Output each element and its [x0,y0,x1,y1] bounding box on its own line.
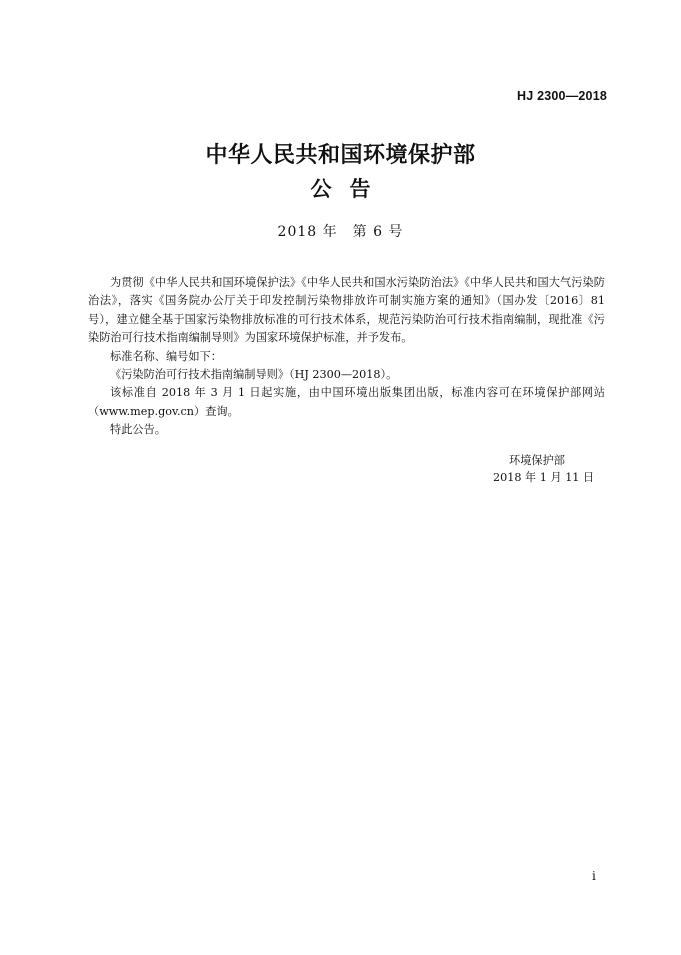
body-paragraph: 《污染防治可行技术指南编制导则》（HJ 2300—2018）。 [110,368,398,382]
body-paragraph: 为贯彻《中华人民共和国环境保护法》《中华人民共和国水污染防治法》《中华人民共和国大气污染防治法》，落实《国务院办公厅关于印发控制污染物排放许可制实施方案的通知》（国办发〔2016〕81 号），建立健全基于国家污染物排放标准的可行技术体系，规范污染防治可行技术指南编制，现批准《污染防治可行技术指南编制导则》为国家环境保护标准，并予发布。 [88,276,605,345]
body-paragraph: 标准名称、编号如下： [110,349,222,363]
notice-title: 公告 [310,176,389,201]
standard-code: HJ 2300—2018 [517,89,607,103]
issue-number: 2018 年 第 6 号 [277,224,404,240]
organization-title: 中华人民共和国环境保护部 [205,142,476,168]
page-number: i [592,869,596,883]
notice-body [88,274,605,440]
signature-organization: 环境保护部 [509,454,565,467]
body-paragraph: 特此公告。 [110,423,166,437]
signature-date: 2018 年 1 月 11 日 [493,471,595,484]
body-paragraph: 该标准自 2018 年 3 月 1 日起实施，由中国环境出版集团出版，标准内容可在环境保护部网站（www.mep.gov.cn）查询。 [88,386,605,418]
